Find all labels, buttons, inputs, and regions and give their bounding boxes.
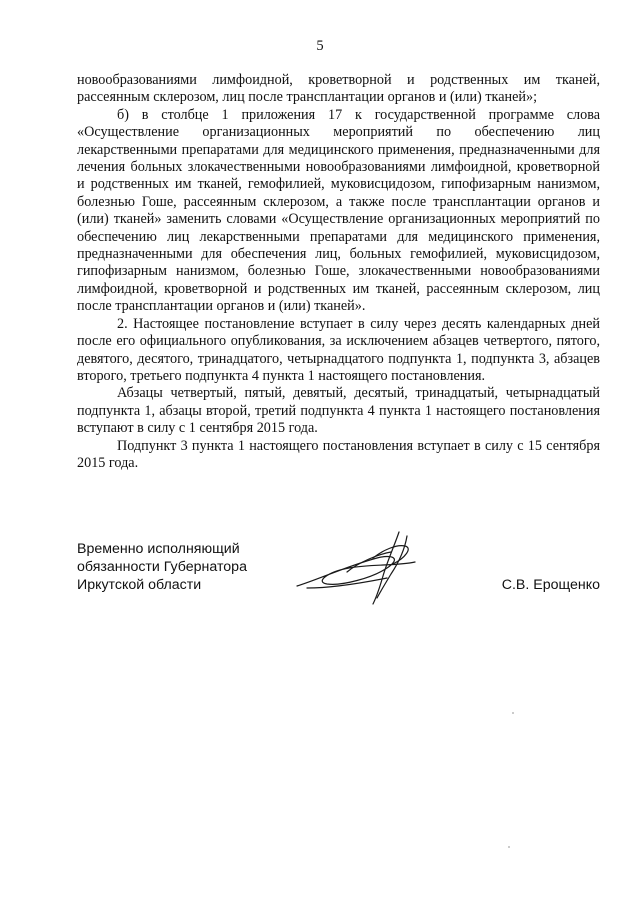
signatory-title xyxy=(77,540,247,594)
scan-speck xyxy=(508,846,510,848)
paragraph-subpoint-3: Подпункт 3 пункта 1 настоящего постановления вступает в силу с 15 сентября 2015 года. xyxy=(77,437,600,471)
signatory-title-line: Иркутской области xyxy=(77,577,202,593)
paragraph-item-b: б) в столбце 1 приложения 17 к государственной программе слова «Осуществление организационных мероприятий по обеспечению лиц лекарственными препаратами для медицинского применения, предназначенными для лечения больных злокачественными новообразованиями лимфоидной, кроветворной и родственных им тканей, гемофилией, муковисцидозом, гипофизарным нанизмом, болезнью Гоше, рассеянным склерозом, а также после трансплантации органов и (или) тканей» заменить словами «Осуществление организационных мероприятий по обеспечению лиц лекарственными препаратами для медицинского применения, предназначенными для обеспечения лиц, больных гемофилией, муковисцидозом, гипофизарным нанизмом, болезнью Гоше, злокачественными новообразованиями лимфоидной, кроветворной и родственных им тканей, рассеянным склерозом, лиц после трансплантации органов и (или) тканей». xyxy=(77,106,600,315)
signatory-title-line: обязанности Губернатора xyxy=(77,559,247,575)
handwritten-signature xyxy=(287,528,437,610)
document-body xyxy=(77,72,600,472)
scan-speck xyxy=(512,712,514,714)
paragraph-point-2: 2. Настоящее постановление вступает в силу через десять календарных дней после его официального опубликования, за исключением абзацев четвертого, пятого, девятого, десятого, тринадцатого, четырнадцатого подпункта 1, подпункта 3, абзацев второго, третьего подпункта 4 пункта 1 настоящего постановления. xyxy=(77,315,600,384)
paragraph-continuation: новообразованиями лимфоидной, кроветворной и родственных им тканей, рассеянным склерозом, лиц после трансплантации органов и (или) тканей»; xyxy=(77,72,600,106)
paragraph-abzacy: Абзацы четвертый, пятый, девятый, десятый, тринадцатый, четырнадцатый подпункта 1, абзацы второй, третий подпункта 4 пункта 1 настоящего постановления вступают в силу с 1 сентября 2015 года. xyxy=(77,385,600,437)
page-number: 5 xyxy=(316,38,324,54)
signature-block xyxy=(77,540,600,620)
signatory-title-line: Временно исполняющий xyxy=(77,541,240,557)
signatory-name: С.В. Ерощенко xyxy=(501,577,600,593)
